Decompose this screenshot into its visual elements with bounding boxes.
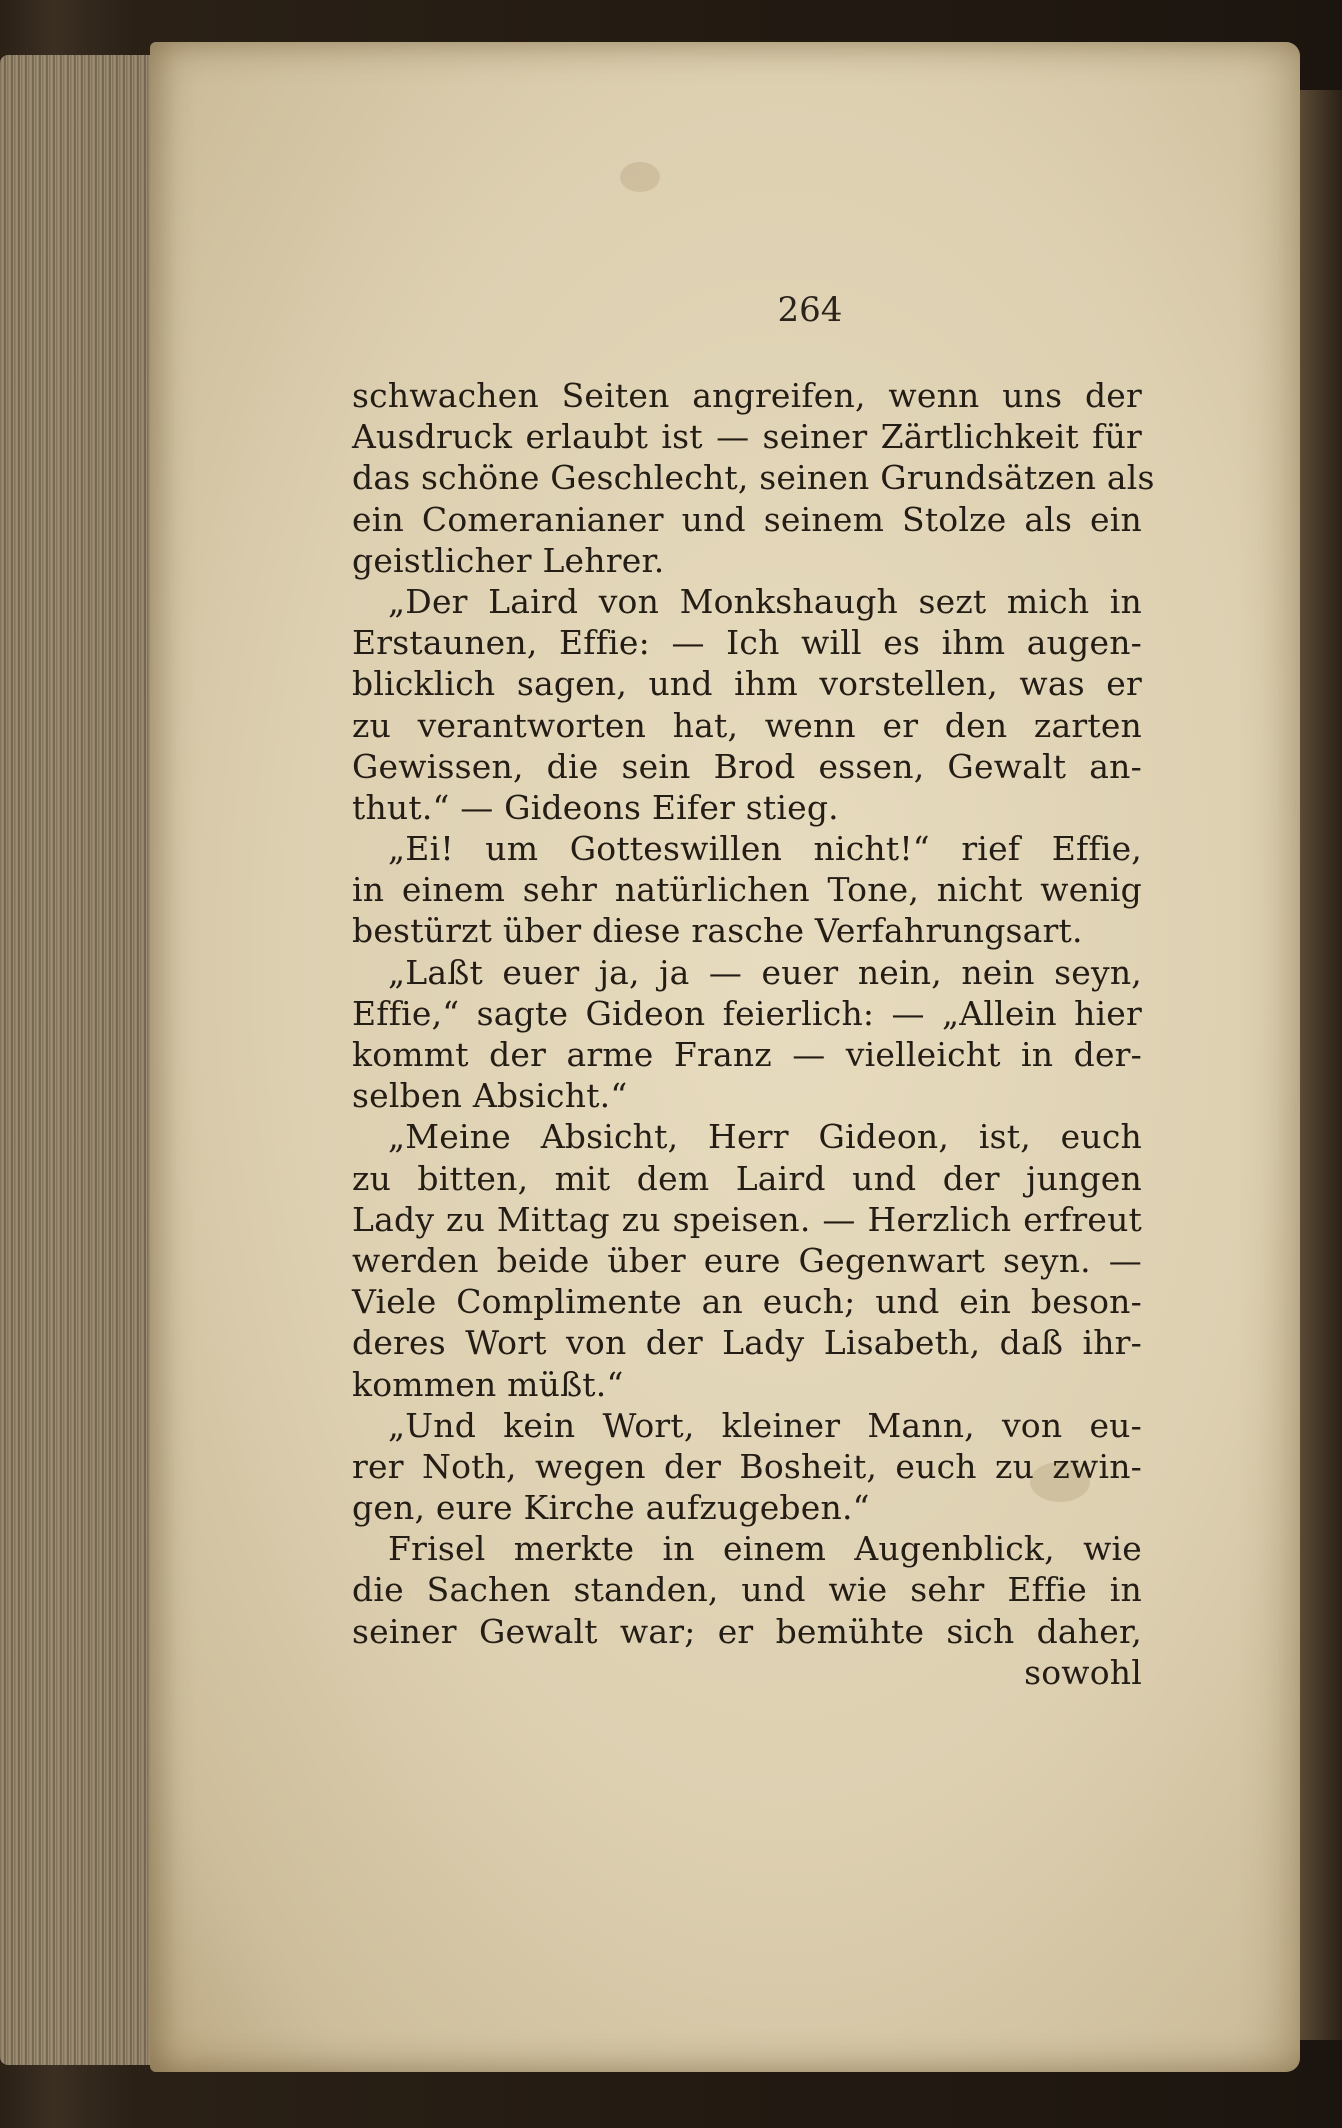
text-line: „Laßt euer ja, ja — euer nein, nein seyn, bbox=[388, 952, 1142, 992]
body-text bbox=[352, 375, 1155, 1693]
text-line: thut.“ — Gideons Eifer stieg. bbox=[352, 787, 839, 827]
text-line: werden beide über eure Gegenwart seyn. — bbox=[352, 1240, 1142, 1280]
text-line: „Meine Absicht, Herr Gideon, ist, euch bbox=[388, 1117, 1142, 1157]
text-line: in einem sehr natürlichen Tone, nicht wenig bbox=[352, 870, 1142, 910]
text-line: zu verantworten hat, wenn er den zarten bbox=[352, 705, 1142, 745]
text-line: Ausdruck erlaubt ist — seiner Zärtlichkeit für bbox=[352, 417, 1142, 457]
facing-page-edge bbox=[1300, 90, 1342, 2040]
text-line: blicklich sagen, und ihm vorstellen, was er bbox=[352, 664, 1142, 704]
text-line: selben Absicht.“ bbox=[352, 1076, 628, 1116]
catchword: sowohl bbox=[1024, 1652, 1142, 1692]
text-line: Frisel merkte in einem Augenblick, wie bbox=[388, 1529, 1142, 1569]
paper-stain bbox=[620, 162, 660, 192]
text-line: „Der Laird von Monkshaugh sezt mich in bbox=[388, 581, 1142, 621]
text-line: das schöne Geschlecht, seinen Grundsätzen als bbox=[352, 458, 1155, 498]
text-line: Erstaunen, Effie: — Ich will es ihm augen- bbox=[352, 623, 1142, 663]
text-line: bestürzt über diese rasche Verfahrungsart. bbox=[352, 911, 1083, 951]
text-line: kommt der arme Franz — vielleicht in der- bbox=[352, 1035, 1142, 1074]
text-line: kommen müßt.“ bbox=[352, 1364, 624, 1404]
text-line: „Ei! um Gotteswillen nicht!“ rief Effie, bbox=[388, 829, 1142, 869]
text-line: „Und kein Wort, kleiner Mann, von eu- bbox=[388, 1405, 1142, 1445]
page-edges bbox=[0, 55, 160, 2065]
text-line: deres Wort von der Lady Lisabeth, daß ihr- bbox=[352, 1323, 1142, 1363]
page-number: 264 bbox=[777, 290, 843, 330]
text-line: zu bitten, mit dem Laird und der jungen bbox=[352, 1158, 1142, 1198]
text-line: geistlicher Lehrer. bbox=[352, 540, 665, 580]
text-line: gen, eure Kirche aufzugeben.“ bbox=[352, 1488, 870, 1528]
text-line: schwachen Seiten angreifen, wenn uns der bbox=[352, 376, 1142, 415]
text-line: Lady zu Mittag zu speisen. — Herzlich erfreut bbox=[352, 1199, 1142, 1239]
text-line: rer Noth, wegen der Bosheit, euch zu zwin- bbox=[352, 1446, 1142, 1486]
text-line: die Sachen standen, und wie sehr Effie in bbox=[352, 1570, 1142, 1610]
text-line: seiner Gewalt war; er bemühte sich daher, bbox=[352, 1611, 1142, 1651]
text-line: ein Comeranianer und seinem Stolze als ein bbox=[352, 499, 1142, 539]
text-line: Gewissen, die sein Brod essen, Gewalt an- bbox=[352, 746, 1142, 786]
text-line: Effie,“ sagte Gideon feierlich: — „Allein hier bbox=[352, 993, 1142, 1033]
text-line: Viele Complimente an euch; und ein beson- bbox=[352, 1282, 1142, 1322]
